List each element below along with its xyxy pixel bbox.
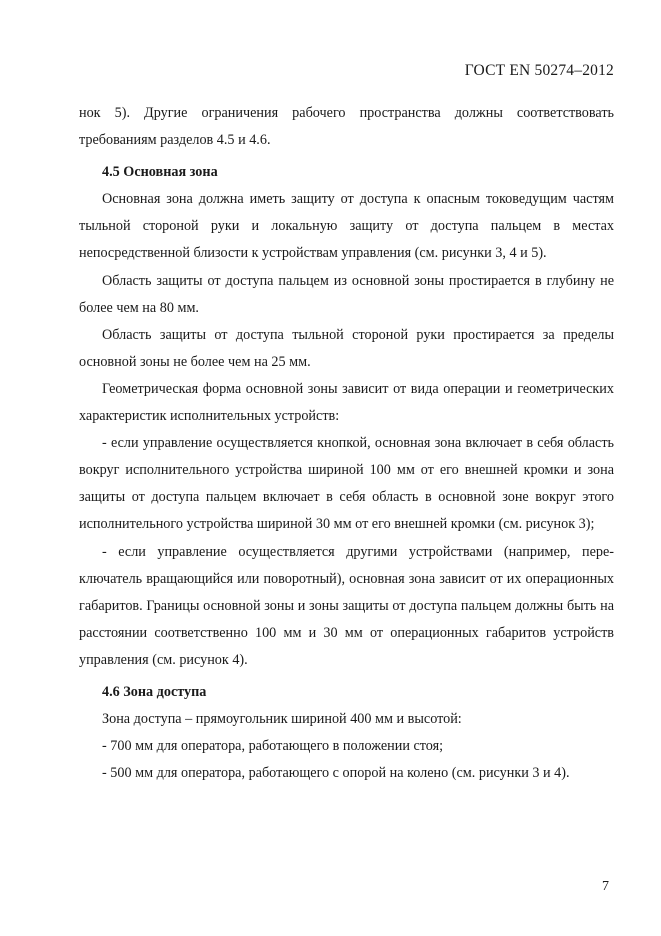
list-item-other-devices: - если управление осуществляется другими устройствами (например, переключатель вращающийся или поворотный), основная зона зависит от их операционных габаритов. Границы основной зоны и зоны защиты от доступа пальцем должны быть на расстоянии соответственно 100 мм и 30 мм от операционных габаритов устройств управления (см. рисунок 4). — [79, 543, 614, 668]
continued-paragraph: нок 5). Другие ограничения рабочего пространства должны соответствовать требованиям разделов 4.5 и 4.6. — [79, 105, 614, 149]
paragraph-access-zone: Зона доступа – прямоугольник шириной 400 мм и высотой: — [102, 711, 462, 728]
page-number: 7 — [602, 879, 609, 894]
list-item-push-button: - если управление осуществляется кнопкой, основная зона включает в себя область вокруг исполнительного устройства шириной 100 мм от его внешней кромки и зона защиты от доступа пальцем включает в себя область в основной зоне вокруг этого исполнительного устройства шириной 30 мм от его внешней кромки (см. рисунок 3); — [79, 435, 614, 533]
section-heading-4-6: 4.6 Зона доступа — [102, 683, 207, 700]
list-item-standing-operator: - 700 мм для оператора, работающего в положении стоя; — [102, 738, 444, 755]
list-item-kneeling-operator: - 500 мм для оператора, работающего с опорой на колено (см. рисунки 3 и 4). — [102, 765, 570, 782]
standard-code-header: ГОСТ EN 50274–2012 — [464, 62, 614, 79]
paragraph-finger-protection-depth: Область защиты от доступа пальцем из основной зоны простирается в глубину не более чем на 80 мм. — [79, 272, 614, 316]
section-heading-4-5: 4.5 Основная зона — [102, 164, 218, 181]
paragraph-back-of-hand-protection: Область защиты от доступа тыльной стороной руки простирается за пределы основной зоны не более чем на 25 мм. — [79, 326, 614, 370]
paragraph-geometric-shape: Геометрическая форма основной зоны зависит от вида операции и геометрических характеристик исполнительных устройств: — [79, 380, 614, 425]
page-body — [79, 100, 614, 787]
paragraph-main-zone-protection: Основная зона должна иметь защиту от доступа к опасным токоведущим частям тыльной стороной руки и локальную защиту от доступа пальцем в местах непосредственной близости к устройствам управления (см. рисунки 3, 4 и 5). — [79, 191, 614, 262]
